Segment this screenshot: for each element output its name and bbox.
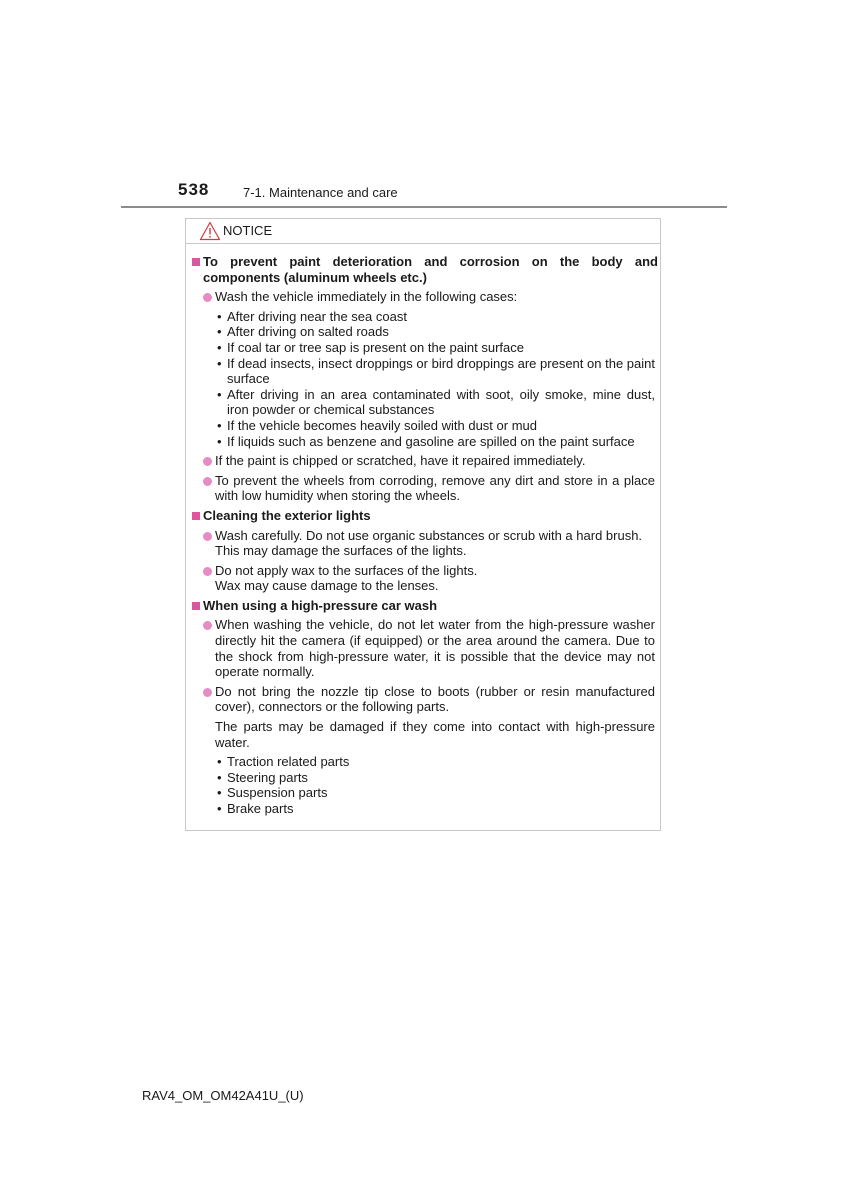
item-text: Do not apply wax to the surfaces of the lights.: [215, 562, 478, 578]
list-item: [190, 528, 658, 559]
sub-item-text: After driving in an area contaminated with soot, oily smoke, mine dust, iron powder or chemical substances: [227, 386, 655, 418]
item-text: Wax may cause damage to the lenses.: [215, 578, 439, 594]
item-text: Do not bring the nozzle tip close to boots (rubber or resin manufactured cover), connectors or the following parts.: [215, 683, 655, 715]
notice-label: NOTICE: [223, 223, 273, 238]
circle-bullet-icon: [203, 477, 212, 486]
circle-bullet-icon: [203, 457, 212, 466]
page-number: 538: [178, 180, 210, 199]
sub-item-text: Steering parts: [227, 769, 308, 785]
document-code: RAV4_OM_OM42A41U_(U): [142, 1088, 304, 1103]
heading-text: Cleaning the exterior lights: [203, 507, 371, 523]
sub-item-text: If coal tar or tree sap is present on the paint surface: [227, 339, 524, 355]
sub-list-item: • Traction related parts: [217, 754, 350, 770]
sub-list-item: • If coal tar or tree sap is present on the paint surface: [217, 339, 524, 355]
list-item: [190, 289, 658, 305]
list-item: [190, 684, 658, 715]
sub-list: [190, 754, 658, 816]
sub-item-text: If the vehicle becomes heavily soiled with dust or mud: [227, 417, 537, 433]
item-text: If the paint is chipped or scratched, have it repaired immediately.: [215, 453, 586, 469]
header-divider: [121, 206, 727, 208]
circle-bullet-icon: [203, 688, 212, 697]
circle-bullet-icon: [203, 293, 212, 302]
square-bullet-icon: [192, 258, 200, 266]
sub-list-item: • If the vehicle becomes heavily soiled with dust or mud: [217, 417, 537, 433]
circle-bullet-icon: [203, 567, 212, 576]
list-item: [190, 617, 658, 679]
item-text: This may damage the surfaces of the lights.: [215, 543, 467, 559]
section-heading: [190, 598, 658, 614]
circle-bullet-icon: [203, 621, 212, 630]
sub-item-text: If liquids such as benzene and gasoline are spilled on the paint surface: [227, 433, 635, 449]
sub-list-item: • If dead insects, insect droppings or bird droppings are present on the paint surface: [217, 355, 655, 387]
list-item: [190, 473, 658, 504]
heading-text: To prevent paint deterioration and corrosion on the body and components (aluminum wheels etc.): [203, 254, 658, 285]
notice-header: [186, 219, 660, 244]
square-bullet-icon: [192, 602, 200, 610]
section-heading: [190, 508, 658, 524]
item-text: Wash carefully. Do not use organic substances or scrub with a hard brush.: [215, 527, 643, 543]
list-item: [190, 563, 658, 594]
item-text: To prevent the wheels from corroding, remove any dirt and store in a place with low humidity when storing the wheels.: [215, 472, 655, 504]
sub-item-text: After driving on salted roads: [227, 324, 389, 340]
square-bullet-icon: [192, 512, 200, 520]
sub-item-text: Suspension parts: [227, 785, 328, 801]
sub-list-item: • Brake parts: [217, 801, 294, 816]
section-heading: [190, 254, 658, 285]
notice-box: [185, 218, 661, 831]
notice-content: [190, 254, 658, 817]
sub-list: [190, 309, 658, 449]
sub-list-item: • After driving on salted roads: [217, 324, 389, 340]
sub-list-item: • Steering parts: [217, 769, 308, 785]
sub-item-text: Traction related parts: [227, 754, 350, 770]
page-header: [178, 180, 678, 204]
item-paragraph: The parts may be damaged if they come into contact with high-pressure water.: [215, 719, 655, 750]
sub-item-text: If dead insects, insect droppings or bird droppings are present on the paint surface: [227, 355, 655, 387]
list-item: [190, 453, 658, 469]
item-text: When washing the vehicle, do not let water from the high-pressure washer directly hit the camera (if equipped) or the area around the camera. Due to the shock from high-pressure water, it is possible that the device may not operate normally.: [215, 617, 655, 680]
circle-bullet-icon: [203, 532, 212, 541]
item-text: Wash the vehicle immediately in the following cases:: [215, 289, 518, 305]
sub-list-item: • After driving near the sea coast: [217, 308, 407, 324]
sub-list-item: • Suspension parts: [217, 785, 328, 801]
warning-triangle-icon: [199, 221, 221, 241]
heading-text: When using a high-pressure car wash: [203, 597, 438, 613]
section-title: 7-1. Maintenance and care: [243, 185, 398, 200]
sub-item-text: After driving near the sea coast: [227, 308, 407, 324]
sub-item-text: Brake parts: [227, 801, 294, 816]
sub-list-item: • After driving in an area contaminated with soot, oily smoke, mine dust, iron powder or chemical substances: [217, 386, 655, 418]
sub-list-item: • If liquids such as benzene and gasoline are spilled on the paint surface: [217, 433, 635, 449]
